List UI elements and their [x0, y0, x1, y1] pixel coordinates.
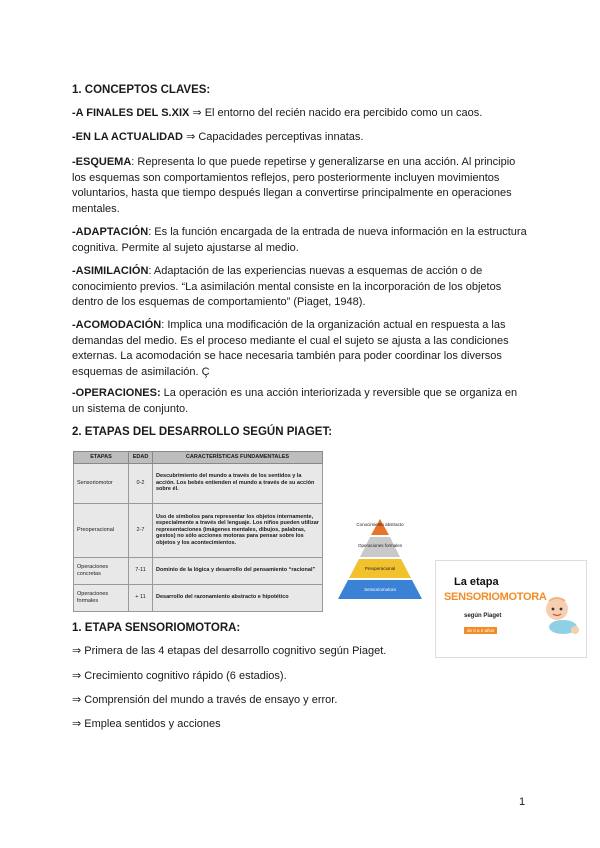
pyramid-label: Preoperacional [364, 566, 396, 571]
table-cell-etapa: Preoperacional [74, 503, 129, 557]
baby-icon [539, 595, 581, 635]
etapas-table [73, 451, 323, 612]
table-cell-etapa: Operaciones concretas [74, 557, 129, 584]
pyramid-label: Conocimiento abstracto [356, 522, 404, 527]
table-cell-edad: + 11 [129, 584, 153, 611]
section-title-sensoriomotora: 1. ETAPA SENSORIOMOTORA: [72, 622, 241, 634]
concept-adaptacion: -ADAPTACIÓN: Es la función encargada de la entrada de nueva información en la estructura cognitiva. Permite al sujeto ajustarse al medio. [72, 226, 527, 254]
table-cell-caracteristicas: Desarrollo del razonamiento abstracto e hipotético [153, 584, 323, 611]
list-item: ⇒ Emplea sentidos y acciones [72, 718, 221, 730]
table-cell-caracteristicas: Descubrimiento del mundo a través de los sentidos y la acción. Los bebés entienden el mundo a través de su acción sobre él. [153, 463, 323, 503]
table-row [74, 584, 323, 611]
table-cell-etapa: Sensoriomotor [74, 463, 129, 503]
promo-line4: de 0 a 2 años [464, 627, 497, 634]
pyramid-label: Operaciones formales [357, 543, 403, 548]
table-cell-edad: 2-7 [129, 503, 153, 557]
table-header-row [74, 452, 323, 464]
concept-operaciones: -OPERACIONES: La operación es una acción interiorizada y reversible que se organiza en un sistema de conjunto. [72, 387, 518, 415]
table-row [74, 463, 323, 503]
concept-finales-sxix: -A FINALES DEL S.XIX ⇒ El entorno del recién nacido era percibido como un caos. [72, 107, 483, 119]
table-header: CARACTERÍSTICAS FUNDAMENTALES [153, 452, 323, 464]
concept-actualidad: -EN LA ACTUALIDAD ⇒ Capacidades perceptivas innatas. [72, 131, 364, 143]
table-header: EDAD [129, 452, 153, 464]
list-item: ⇒ Comprensión del mundo a través de ensayo y error. [72, 694, 338, 706]
section-title-conceptos: 1. CONCEPTOS CLAVES: [72, 84, 211, 96]
table-cell-etapa: Operaciones formales [74, 584, 129, 611]
section-title-etapas: 2. ETAPAS DEL DESARROLLO SEGÚN PIAGET: [72, 426, 333, 438]
promo-line2: SENSORIOMOTORA [444, 591, 547, 603]
table-cell-edad: 7-11 [129, 557, 153, 584]
concept-acomodacion: -ACOMODACIÓN: Implica una modificación de la organización actual en respuesta a las demandas del medio. Es el proceso mediante el cual el sujeto se ajusta a las condiciones externas. La acomodación se hace necesaria también para poder coordinar los diversos esquemas de asimilación. Ç [72, 319, 509, 378]
pyramid-diagram [333, 519, 427, 601]
promo-image [435, 560, 587, 658]
list-item: ⇒ Primera de las 4 etapas del desarrollo cognitivo según Piaget. [72, 645, 387, 657]
table-cell-edad: 0-2 [129, 463, 153, 503]
table-row [74, 557, 323, 584]
table-cell-caracteristicas: Uso de símbolos para representar los objetos internamente, especialmente a través del lenguaje. Los niños pueden utilizar representaciones (imágenes mentales, dibujos, palabras, gestos) no sólo acciones motoras para pensar sobre los objetos y los acontecimientos. [153, 503, 323, 557]
list-item: ⇒ Crecimiento cognitivo rápido (6 estadios). [72, 670, 287, 682]
pyramid-label: Sensoriomotora [364, 587, 396, 592]
concept-esquema: -ESQUEMA: Representa lo que puede repetirse y generalizarse en una acción. Al principio los esquemas son comportamientos reflejos, pero posteriormente incluyen movimientos voluntarios, hasta que tiempo después llegan a convertirse principalmente en operaciones mentales. [72, 156, 516, 215]
table-header: ETAPAS [74, 452, 129, 464]
page-number: 1 [519, 796, 526, 808]
promo-line3: según Piaget [464, 613, 502, 619]
table-row [74, 503, 323, 557]
concept-asimilacion: -ASIMILACIÓN: Adaptación de las experiencias nuevas a esquemas de acción o de conocimiento previos. “La asimilación mental consiste en la incorporación de los objetos dentro de los esquemas de comportamiento” (Piaget, 1948). [72, 265, 502, 308]
table-cell-caracteristicas: Dominio de la lógica y desarrollo del pensamiento “racional” [153, 557, 323, 584]
promo-line1: La etapa [454, 576, 499, 588]
